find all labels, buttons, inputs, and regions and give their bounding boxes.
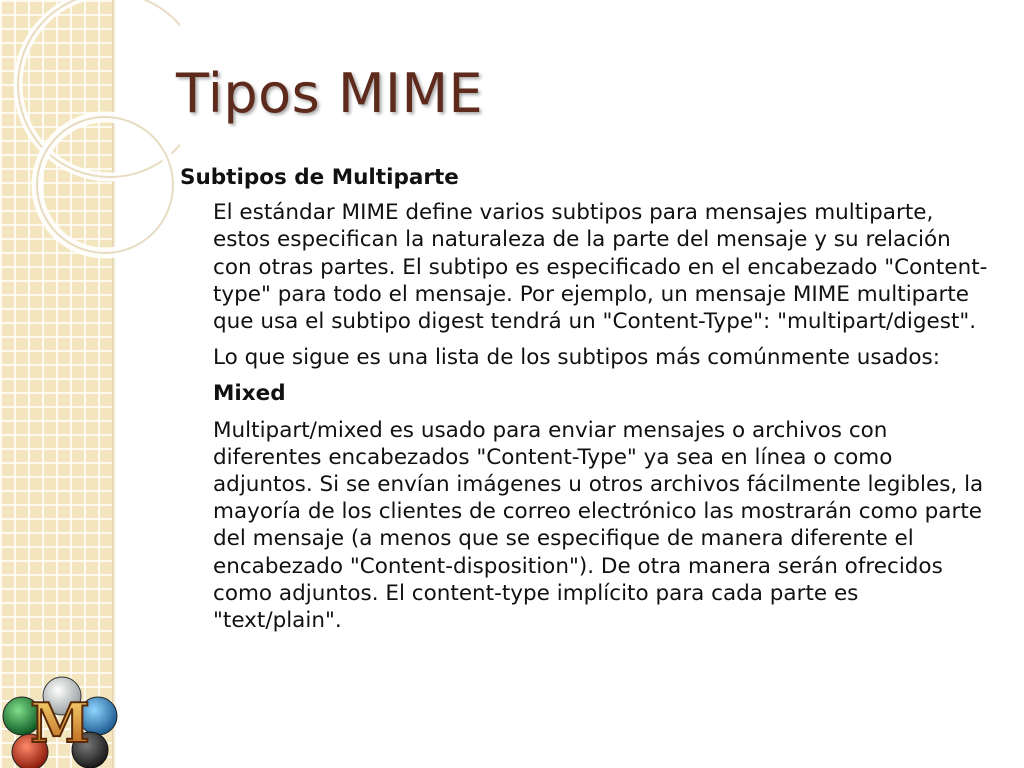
slide-body (180, 164, 992, 643)
paragraph-intro: El estándar MIME define varios subtipos para mensajes multiparte, estos especifican la naturaleza de la parte del mensaje y su relación con otras partes. El subtipo es especificado en el encabezado "Content-type" para todo el mensaje. Por ejemplo, un mensaje MIME multiparte que usa el subtipo digest tendrá un "Content-Type": "multipart/digest". (213, 200, 988, 335)
section-heading: Subtipos de Multiparte (180, 165, 459, 190)
svg-text:M: M (30, 691, 90, 755)
subtype-heading-mixed: Mixed (213, 381, 286, 407)
slide-title: Tipos MIME (176, 62, 484, 125)
paragraph-list-intro: Lo que sigue es una lista de los subtipos más comúnmente usados: (213, 345, 941, 371)
mana-logo (0, 676, 122, 768)
paragraph-mixed-description: Multipart/mixed es usado para enviar mensajes o archivos con diferentes encabezados "Content-Type" ya sea en línea o como adjuntos. Si se envían imágenes u otros archivos fácilmente legibles, la mayoría de los clientes de correo electrónico las mostrarán como parte del mensaje (a menos que se especifique de manera diferente el encabezado "Content-disposition"). De otra manera serán ofrecidos como adjuntos. El content-type implícito para cada parte es "text/plain". (213, 417, 984, 634)
decorative-circles (0, 0, 180, 260)
